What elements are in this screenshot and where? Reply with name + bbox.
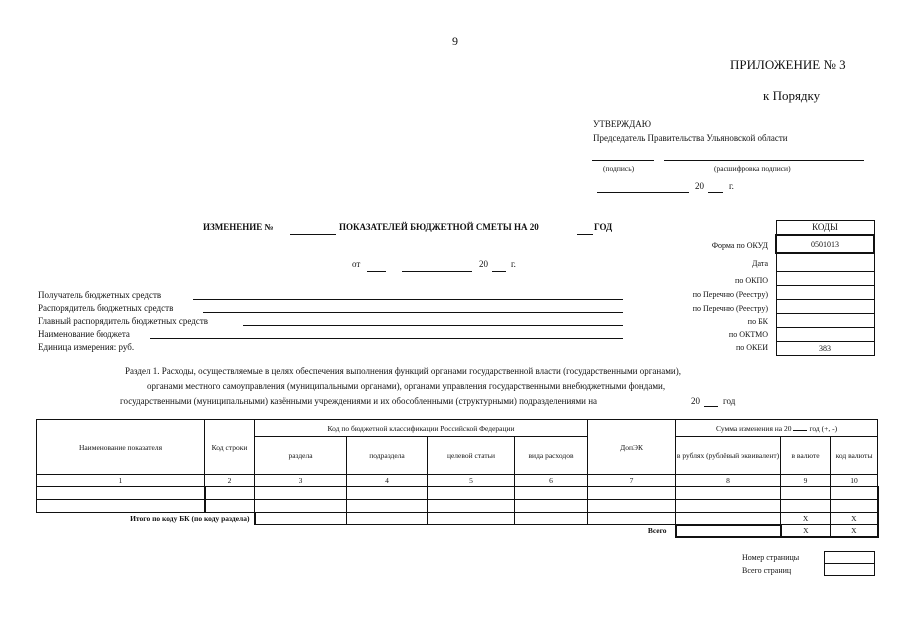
field-budget-name-label: Наименование бюджета (38, 329, 130, 339)
field-unit-label: Единица измерения: руб. (38, 342, 135, 352)
section-year: 20 (691, 396, 700, 406)
total-x-mark: X (781, 525, 831, 537)
col-number: 2 (205, 475, 255, 487)
appendix-title: ПРИЛОЖЕНИЕ № 3 (730, 57, 846, 72)
field-manager-line (203, 312, 623, 313)
field-recipient-line (193, 299, 623, 300)
field-recipient-label: Получатель бюджетных средств (38, 290, 162, 300)
col-razdel-header: раздела (255, 437, 347, 475)
field-manager-label: Распорядитель бюджетных средств (38, 303, 174, 313)
col-dopek-header: ДопЭК (588, 420, 676, 475)
approval-year-blank (708, 192, 723, 193)
subtotal-x-mark: X (831, 513, 878, 525)
col-podrazdel-header: подраздела (347, 437, 428, 475)
total-x-mark: X (831, 525, 878, 537)
codes-table (775, 220, 875, 356)
codes-header: КОДЫ (776, 221, 874, 236)
col-currency-header: в валюте (781, 437, 831, 475)
column-numbers-row (37, 475, 878, 487)
code-registry-1-value (776, 286, 874, 300)
form-title-prefix: ИЗМЕНЕНИЕ № (203, 222, 274, 232)
col-target-header: целевой статьи (428, 437, 515, 475)
total-label: Всего (647, 526, 667, 536)
col-number: 4 (347, 475, 428, 487)
pages-total-label: Всего страниц (742, 566, 792, 575)
col-number: 3 (255, 475, 347, 487)
field-budget-name-line (150, 338, 623, 339)
page-count-boxes (824, 551, 875, 576)
date-day-blank (367, 271, 386, 272)
date-month-blank (402, 271, 472, 272)
col-number: 5 (428, 475, 515, 487)
form-title-main: ПОКАЗАТЕЛЕЙ БЮДЖЕТНОЙ СМЕТЫ НА 20 (339, 222, 539, 232)
col-number: 6 (515, 475, 588, 487)
appendix-subtitle: к Порядку (763, 88, 821, 103)
code-bk-value (776, 314, 874, 328)
code-label-registry-1: по Перечню (Реестру) (692, 290, 768, 299)
decoding-caption: (расшифровка подписи) (714, 164, 791, 173)
page-no-box (825, 552, 875, 564)
approval-date-line (597, 192, 689, 193)
form-title-suffix: ГОД (594, 222, 613, 232)
page-number: 9 (452, 34, 458, 48)
signature-caption: (подпись) (603, 164, 635, 173)
section-year-blank (704, 406, 718, 407)
table-row (37, 487, 878, 500)
signature-line (592, 160, 654, 161)
date-year: 20 (479, 259, 488, 269)
approval-official: Председатель Правительства Ульяновской области (593, 133, 788, 143)
code-okpo-value (776, 272, 874, 286)
code-okud-value: 0501013 (776, 235, 874, 253)
subtotal-x-mark: X (781, 513, 831, 525)
page-no-label: Номер страницы (742, 553, 800, 562)
section-line-3: государственными (муниципальными) казёнными учреждениями и их обособленными (структурными) подразделениями на (120, 396, 598, 406)
expenses-table (36, 419, 879, 538)
form-number-blank (290, 234, 336, 235)
subtotal-row (37, 513, 878, 525)
col-number: 8 (676, 475, 781, 487)
group-sum-prefix: Сумма изменения на 20 (716, 423, 792, 433)
date-year-blank (492, 271, 506, 272)
col-number: 9 (781, 475, 831, 487)
code-oktmo-value (776, 328, 874, 342)
section-line-2: органами местного самоуправления (муниципальными органами), органами управления государственными внебюджетными фондами, (147, 381, 666, 391)
code-label-date: Дата (752, 259, 768, 268)
field-chief-manager-label: Главный распорядитель бюджетных средств (38, 316, 208, 326)
group-bk-header: Код по бюджетной классификации Российской Федерации (255, 420, 588, 437)
field-chief-manager-line (243, 325, 623, 326)
group-sum-suffix: год (+, -) (809, 423, 838, 433)
col-number: 7 (588, 475, 676, 487)
col-line-code-header: Код строки (205, 420, 255, 475)
approval-date-suffix: г. (729, 181, 734, 191)
code-label-registry-2: по Перечню (Реестру) (692, 304, 768, 313)
date-suffix: г. (511, 259, 516, 269)
code-label-okud: Форма по ОКУД (711, 241, 768, 250)
table-row (37, 500, 878, 513)
group-sum-year-blank (793, 430, 807, 431)
code-registry-2-value (776, 300, 874, 314)
group-sum-header (676, 420, 878, 437)
col-expense-type-header: вида расходов (515, 437, 588, 475)
subtotal-label: Итого по коду БК (по коду раздела) (130, 514, 250, 524)
col-indicator-header: Наименование показателя (37, 420, 205, 475)
form-year-blank (577, 234, 593, 235)
decoding-line (664, 160, 864, 161)
col-number: 1 (37, 475, 205, 487)
approval-label: УТВЕРЖДАЮ (593, 119, 652, 129)
col-number: 10 (831, 475, 878, 487)
code-date-value (776, 253, 874, 272)
pages-total-box (825, 564, 875, 576)
col-currency-code-header: код валюты (831, 437, 878, 475)
code-label-oktmo: по ОКТМО (728, 330, 768, 339)
section-line-1: Раздел 1. Расходы, осуществляемые в целях обеспечения выполнения функций органами государственной власти (государственными органами), (125, 366, 681, 376)
code-okei-value: 383 (776, 342, 874, 356)
code-label-okpo: по ОКПО (735, 276, 768, 285)
section-year-suffix: год (723, 396, 736, 406)
total-row (37, 525, 878, 537)
date-from-label: от (352, 259, 361, 269)
code-label-bk: по БК (747, 317, 768, 326)
col-rub-header: в рублях (рублёвый эквивалент) (676, 437, 781, 475)
approval-date-year: 20 (695, 181, 704, 191)
code-label-okei: по ОКЕИ (735, 343, 768, 352)
